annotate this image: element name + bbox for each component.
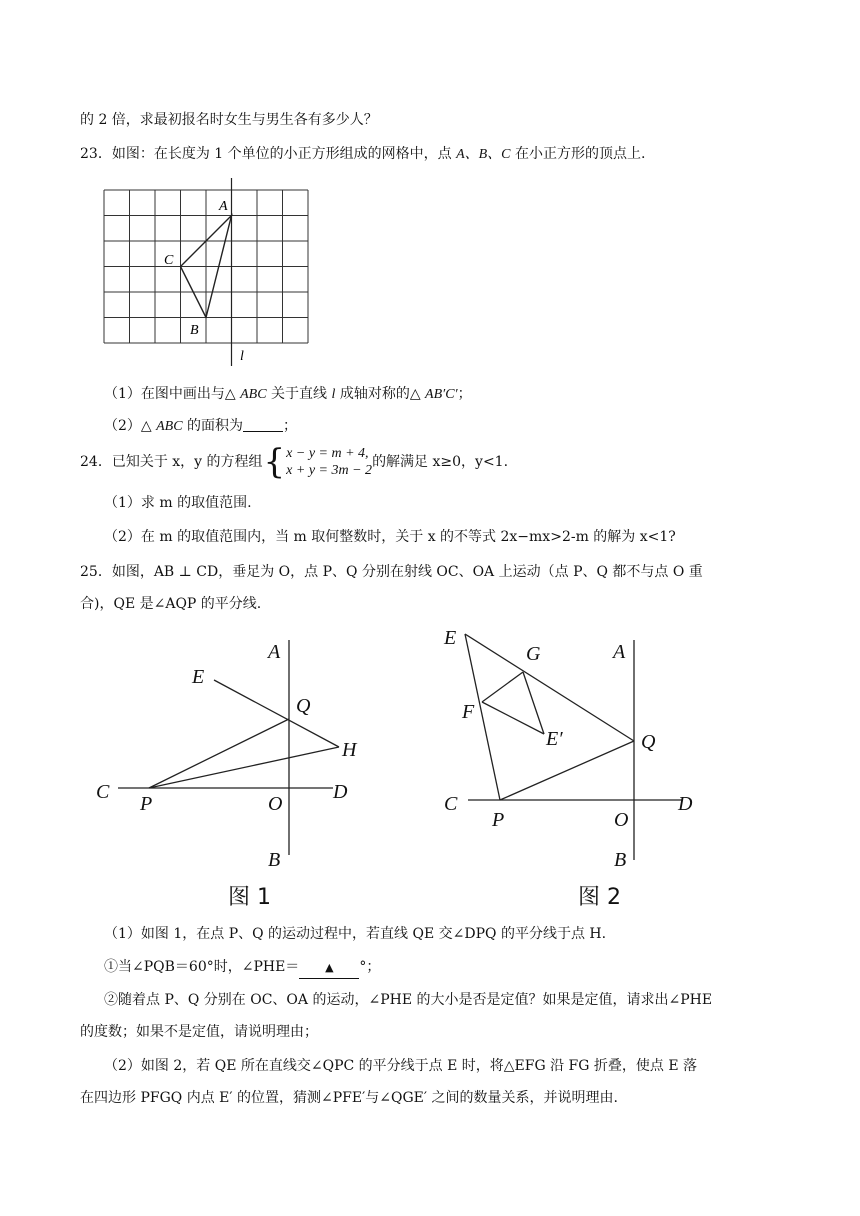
label-c: C [164, 253, 174, 268]
q25-part1-2-line1: ②随着点 P、Q 分别在 OC、OA 的运动，∠PHE 的大小是否是定值？如果是定值，请求出∠PHE [104, 992, 713, 1008]
line-eh [214, 680, 339, 747]
q24-b: 的解满足 x≥0，y<1. [372, 454, 509, 470]
q25-part2-line1: （2）如图 2，若 QE 所在直线交∠QPC 的平分线于点 E 时，将△EFG 沿 FG 折叠，使点 E 落 [104, 1058, 698, 1074]
fig1-label-d: D [333, 781, 348, 803]
segment-ph [149, 747, 339, 788]
fig1-label-p: P [140, 793, 153, 815]
fig1-label-a: A [268, 641, 281, 663]
answer-blank [243, 417, 283, 432]
q24-a: 24．已知关于 x，y 的方程组 [80, 454, 263, 470]
q23-2-abc: ABC [156, 419, 183, 434]
q23-2-a: （2）△ [104, 418, 157, 434]
fig2-label-p: P [492, 809, 505, 831]
equation-2: x + y = 3m − 2 [286, 463, 373, 478]
q23-1-abc: ABC [240, 387, 267, 402]
equation-1: x − y = m + 4, [286, 446, 369, 461]
q23-2-c: 的面积为 [182, 418, 244, 434]
q25-part1-1 [104, 957, 380, 979]
figure-1 [88, 630, 378, 880]
fig2-label-f: F [462, 701, 475, 723]
figure-2 [438, 620, 728, 880]
system-brace: { [263, 442, 286, 482]
fig2-caption: 图 2 [578, 885, 621, 910]
grid-lines [104, 190, 308, 343]
question-24 [80, 444, 508, 480]
fig1-label-q: Q [296, 695, 311, 717]
segment-eq [465, 634, 634, 741]
q23-1-g: ； [457, 386, 472, 402]
q25-part1-2-line2: 的度数；如果不是定值，请说明理由； [80, 1024, 318, 1040]
segment-pq [500, 741, 634, 800]
fig1-label-b: B [268, 849, 281, 871]
fig1-label-c: C [96, 781, 110, 803]
q23-1-e: 成轴对称的△ [335, 386, 426, 402]
q23-points: A、B、C [456, 147, 511, 162]
q25-line-1: 25．如图，AB ⊥ CD，垂足为 O，点 P、Q 分别在射线 OC、OA 上运动（点 P、Q 都不与点 O 重 [80, 564, 703, 580]
fig2-label-d: D [678, 793, 693, 815]
answer-blank-triangle: ▲ [299, 958, 359, 979]
q23-1-a: （1）在图中画出与△ [104, 386, 241, 402]
fig2-label-e-prime: E′ [546, 728, 563, 750]
q25-line-2: 合)，QE 是∠AQP 的平分线. [80, 596, 262, 612]
fig2-label-e: E [444, 627, 457, 649]
q23-part1 [104, 384, 472, 405]
equation-system [286, 445, 372, 479]
fig2-label-o: O [614, 809, 629, 831]
q25-1-1-c: °； [359, 959, 381, 975]
q24-part1: （1）求 m 的取值范围. [104, 495, 252, 511]
q23-1-c: 关于直线 [266, 386, 332, 402]
grid-figure [96, 174, 326, 374]
fig1-caption: 图 1 [228, 885, 271, 910]
q23-suffix: 在小正方形的顶点上. [510, 146, 646, 162]
q24-part2: （2）在 m 的取值范围内，当 m 取何整数时，关于 x 的不等式 2x−mx>2-m 的解为 x<1? [104, 529, 676, 545]
q23-2-d: ； [283, 418, 298, 434]
q23-prefix: 23．如图：在长度为 1 个单位的小正方形组成的网格中，点 [80, 146, 457, 162]
label-l: l [240, 349, 244, 364]
fig2-label-q: Q [641, 731, 656, 753]
q25-part2-line2: 在四边形 PFGQ 内点 E′ 的位置，猜测∠PFE′与∠QGE′ 之间的数量关系，并说明理由. [80, 1090, 618, 1106]
q23-1-abc-prime: AB′C′ [425, 387, 458, 402]
label-a: A [219, 199, 228, 214]
fold-line-fg [482, 672, 523, 702]
q25-part1: （1）如图 1，在点 P、Q 的运动过程中，若直线 QE 交∠DPQ 的平分线于点 H. [104, 926, 607, 942]
q23-1-l: l [331, 387, 336, 402]
text-line-1: 的 2 倍，求最初报名时女生与男生各有多少人？ [80, 112, 378, 128]
fig2-label-g: G [526, 643, 541, 665]
fig2-label-c: C [444, 793, 458, 815]
q23-part2 [104, 416, 297, 437]
segment-pq [149, 719, 289, 788]
fig1-label-h: H [342, 739, 357, 761]
fig1-label-e: E [192, 666, 205, 688]
q25-1-1-a: ①当∠PQB＝60°时，∠PHE＝ [104, 959, 300, 975]
fig2-label-b: B [614, 849, 627, 871]
fig1-label-o: O [268, 793, 283, 815]
question-23 [80, 144, 645, 165]
fig2-label-a: A [613, 641, 626, 663]
label-b: B [190, 323, 199, 338]
